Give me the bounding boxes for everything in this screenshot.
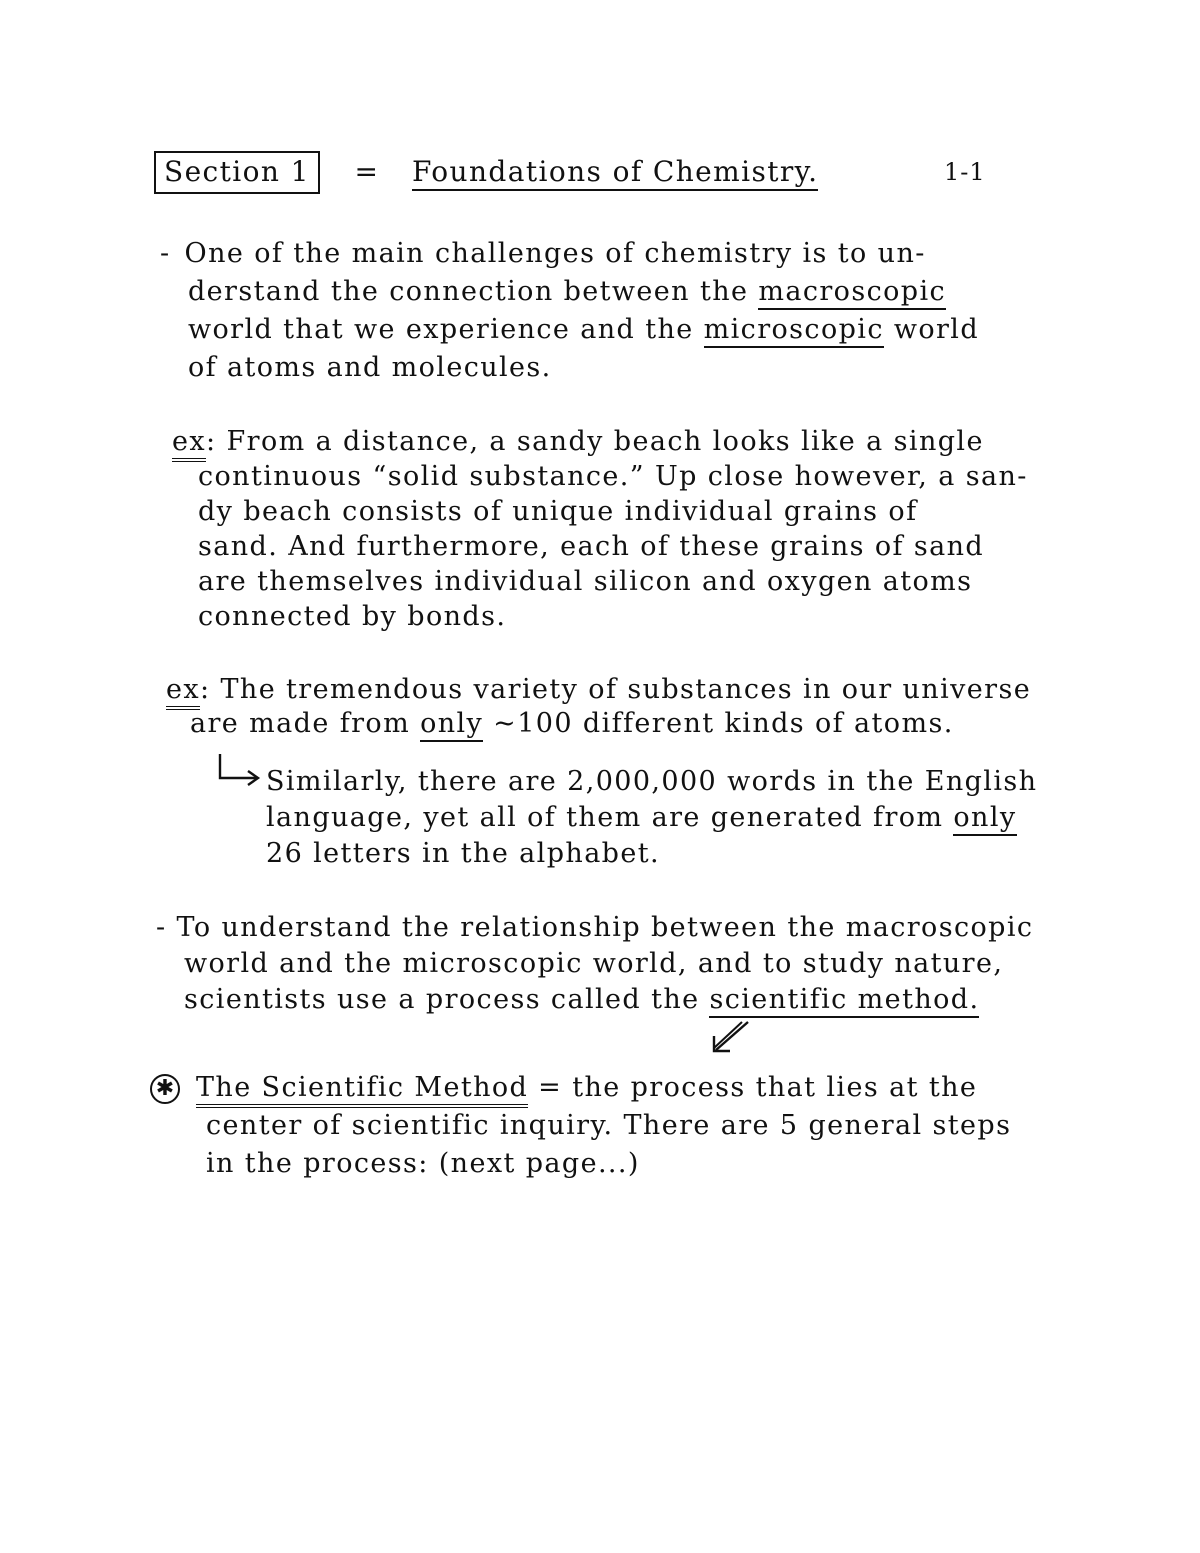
page-number: 1-1 <box>944 158 986 186</box>
emphasis-only: only <box>420 708 483 742</box>
ex1-line-1: ex: From a distance, a sandy beach looks like a single <box>172 428 984 455</box>
emphasis-only: only <box>953 802 1016 836</box>
ex1-line-2: continuous “solid substance.” Up close however, a san- <box>198 461 1028 492</box>
ex1-line-6: connected by bonds. <box>198 601 507 632</box>
term-microscopic: microscopic <box>704 314 884 348</box>
para1-line-2: derstand the connection between the macroscopic <box>188 278 946 305</box>
ex1-line-4: sand. And furthermore, each of these grains of sand <box>198 531 985 562</box>
definition-line-2: center of scientific inquiry. There are 5 general steps <box>206 1110 1012 1141</box>
para1-line-1: - One of the main challenges of chemistry is to un- <box>160 238 926 269</box>
ex1-line-5: are themselves individual silicon and oxygen atoms <box>198 566 973 597</box>
definition-line-3: in the process: (next page...) <box>206 1148 640 1179</box>
section-label: Section 1 <box>154 151 320 194</box>
page-title: Foundations of Chemistry. <box>412 155 818 191</box>
bullet-dash: - <box>160 238 171 269</box>
para1-line-3: world that we experience and the microscopic world <box>188 316 979 343</box>
bullet-dash: - <box>156 912 167 943</box>
para2-line-1: - To understand the relationship between the macroscopic <box>156 912 1034 943</box>
ex2-line-1: ex: The tremendous variety of substances in our universe <box>166 676 1031 703</box>
para2-line-3: scientists use a process called the scientific method. <box>184 986 979 1013</box>
ex1-line-3: dy beach consists of unique individual grains of <box>198 496 918 527</box>
para1-line-4: of atoms and molecules. <box>188 352 552 383</box>
ex-marker: ex <box>172 426 206 462</box>
header-equals: = <box>354 155 380 188</box>
definition-line-1: The Scientific Method = the process that lies at the <box>196 1074 977 1101</box>
ex2-sub-line-1: Similarly, there are 2,000,000 words in the English <box>266 766 1038 797</box>
ex2-sub-line-2: language, yet all of them are generated from only <box>266 804 1017 831</box>
term-macroscopic: macroscopic <box>758 276 946 310</box>
ex2-line-2: are made from only ~100 different kinds of atoms. <box>190 710 954 737</box>
pointer-arrow-icon <box>708 1018 754 1056</box>
ex-marker: ex <box>166 674 200 710</box>
term-the-scientific-method: The Scientific Method <box>196 1072 528 1108</box>
ex2-sub-line-3: 26 letters in the alphabet. <box>266 838 660 869</box>
term-scientific-method: scientific method. <box>709 984 979 1018</box>
para2-line-2: world and the microscopic world, and to study nature, <box>184 948 1004 979</box>
section-header <box>154 155 819 188</box>
hook-arrow-icon <box>212 752 264 788</box>
asterisk-circle-icon: ✱ <box>150 1074 180 1104</box>
